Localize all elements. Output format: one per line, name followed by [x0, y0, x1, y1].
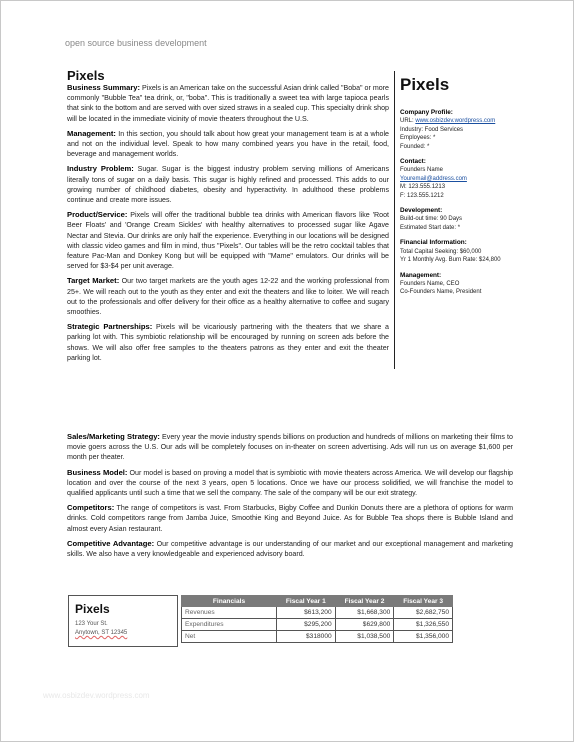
row-label: Revenues — [182, 607, 277, 619]
section-competitors — [67, 503, 513, 534]
left-column — [67, 83, 389, 368]
founded-line: Founded: * — [400, 143, 430, 150]
table-cell: $1,668,300 — [335, 607, 394, 619]
table-cell: $2,682,750 — [394, 607, 453, 619]
logo-address — [75, 620, 127, 638]
president-line: Co-Founders Name, President — [400, 289, 482, 296]
section-body: In this section, you should talk about how great your management team is at a whole and not on the individual level. Speak to how many combined years you have in the retail, food, beverage and management worlds. — [67, 129, 389, 159]
row-label: Expenditures — [182, 619, 277, 631]
management-heading: Management: — [400, 271, 442, 279]
table-cell: $613,200 — [277, 607, 336, 619]
table-cell: $629,800 — [335, 619, 394, 631]
development-heading: Development: — [400, 207, 443, 215]
address-line-1: 123 Your St. — [75, 621, 108, 627]
section-sales-marketing — [67, 432, 513, 463]
section-industry-problem — [67, 164, 389, 205]
address-line-2: Anytown, ST 12345 — [75, 630, 128, 636]
header-text: open source business development — [65, 38, 207, 48]
contact-names: Founders Name — [400, 167, 444, 174]
section-body: Sugar. Sugar is the biggest industry problem serving millions of Americans literally tons of sugar on a daily basis. This sugar is highly refined and processed. This adds to our growing number of childhood diabetes, obesity and hyperactivity. In adulthood these problems continue and create more issues. — [67, 165, 389, 205]
logo-name: Pixels — [75, 602, 110, 616]
url-label: URL: — [400, 118, 416, 125]
company-sidebar — [394, 71, 522, 369]
table-row — [182, 619, 453, 631]
buildout-line: Build-out time: 90 Days — [400, 216, 463, 223]
section-heading: Product/Service: — [67, 210, 128, 220]
section-business-model — [67, 468, 513, 499]
table-cell: $318000 — [277, 631, 336, 643]
section-product-service — [67, 210, 389, 271]
section-competitive-advantage — [67, 539, 513, 559]
section-heading: Competitors: — [67, 503, 115, 513]
section-heading: Management: — [67, 128, 116, 138]
contact-heading: Contact: — [400, 158, 426, 166]
table-cell: $1,038,500 — [335, 631, 394, 643]
burn-rate-line: Yr 1 Monthly Avg. Burn Rate: $24,800 — [400, 257, 501, 264]
section-body: Pixels is an American take on the successful Asian drink called "Boba" or more commonly "Bubble Tea" tea drink, or, "boba". This is traditionally a sweet tea with large tapioca pearls that sink to the bottom and are served with over sized straws in a sealed cup. This specialty drink shop will be located in the immediate vicinity of movie theaters throughout the U.S. — [67, 84, 389, 123]
section-heading: Sales/Marketing Strategy: — [67, 432, 160, 441]
section-heading: Target Market: — [67, 276, 120, 286]
fax-line: F: 123.555.1212 — [400, 192, 444, 199]
footer-watermark-text: www.osbizdev.wordpress.com — [43, 691, 150, 700]
section-body: Pixels will be vicariously partnering with the theaters that we share a parking lot with. This symbiotic relationship will be encouraged by running on screen ads before the shows. We will also offer free samples to the theaters patrons as they enter and exit the theater parking lot. — [67, 323, 389, 362]
table-row — [182, 607, 453, 619]
table-row — [182, 631, 453, 643]
url-line — [400, 117, 522, 125]
company-profile-heading: Company Profile: — [400, 109, 453, 116]
capital-seeking-line: Total Capital Seeking: $60,000 — [400, 248, 482, 255]
column-header: Financials — [182, 596, 277, 607]
column-header: Fiscal Year 1 — [277, 596, 336, 607]
table-cell: $1,356,000 — [394, 631, 453, 643]
section-body: Our model is based on proving a model that is symbiotic with movie theaters across America. We will develop our flagship location and over the course of the next 3 years, open 5 locations. Once we have our process solidified, we will franchise the model to qualified applicants until such a time that we sell the company. The sale of the company will be our exit strategy. — [67, 468, 513, 498]
section-heading: Business Model: — [67, 467, 128, 477]
ceo-line: Founders Name, CEO — [400, 280, 460, 287]
section-body: Our competitive advantage is our understanding of our market and our exceptional management and marketing skills. We also have a very knowledgeable and experienced advisory board. — [67, 539, 514, 559]
section-strategic-partnerships — [67, 322, 389, 363]
section-heading: Competitive Advantage: — [67, 538, 155, 548]
table-header-row — [182, 596, 453, 607]
section-heading: Business Summary: — [67, 83, 141, 92]
document-title: Pixels — [67, 68, 105, 83]
section-management — [67, 129, 389, 160]
bottom-summary — [68, 595, 453, 645]
financials-table — [181, 595, 453, 643]
section-body: Pixels will offer the traditional bubble tea drinks with American flavors like 'Root Beer Floats' and 'Orange Cream Sickles' with healthy alternatives to processed sugar like Agave Nectar and Stevia. Our drinks are only half the experience. Everything in our locations will be designed with classic video games and film in mind, thus "Pixels". Our tables will be the retro cocktail tables that feature Pac-Man and Donkey Kong but will be equipped with "Mame" emulators. Our drinks will be served for $3-$4 per unit average. — [67, 211, 389, 271]
financial-info-heading: Financial Information: — [400, 239, 467, 247]
section-business-summary — [67, 83, 389, 124]
row-label: Net — [182, 631, 277, 643]
logo-box — [68, 595, 178, 647]
employees-line: Employees: * — [400, 135, 436, 142]
email-link[interactable]: Youremail@address.com — [400, 175, 467, 182]
section-body: Our two target markets are the youth ages 12-22 and the working professional from 25+. We will reach out to the youth as they enter and exit the theaters and like to loiter. We will reach out to the professionals and offer delivery for their office as a healthy alternative to coffee and sugary smoothies. — [67, 277, 389, 317]
website-link[interactable]: www.osbizdev.wordpress.com — [415, 118, 496, 125]
phone-line: M: 123.555.1213 — [400, 184, 446, 191]
table-cell: $295,200 — [277, 619, 336, 631]
section-target-market — [67, 276, 389, 317]
column-header: Fiscal Year 2 — [335, 596, 394, 607]
industry-line: Industry: Food Services — [400, 126, 464, 133]
sidebar-title: Pixels — [400, 75, 450, 94]
section-body: The range of competitors is vast. From Starbucks, Bigby Coffee and Dunkin Donuts there are a plethora of options for warm drinks. Cold competitors range from Jamba Juice, Smoothie King and Beyond Juice. As for Bubble Tea shops there is Bubble Island and almost every Asian restaurant. — [67, 504, 513, 533]
start-date-line: Estimated Start date: * — [400, 224, 461, 231]
section-heading: Industry Problem: — [67, 164, 134, 174]
table-cell: $1,326,550 — [394, 619, 453, 631]
column-header: Fiscal Year 3 — [394, 596, 453, 607]
section-body: Every year the movie industry spends billions on production and hundreds of millions on marketing their films to movie goers across the U.S. Our ads will be completely focuses on in-theater on screen advertising. Ads will run us on average $1,600 per month per theater. — [67, 433, 513, 462]
section-heading: Strategic Partnerships: — [67, 322, 153, 332]
full-width-column — [67, 432, 513, 564]
